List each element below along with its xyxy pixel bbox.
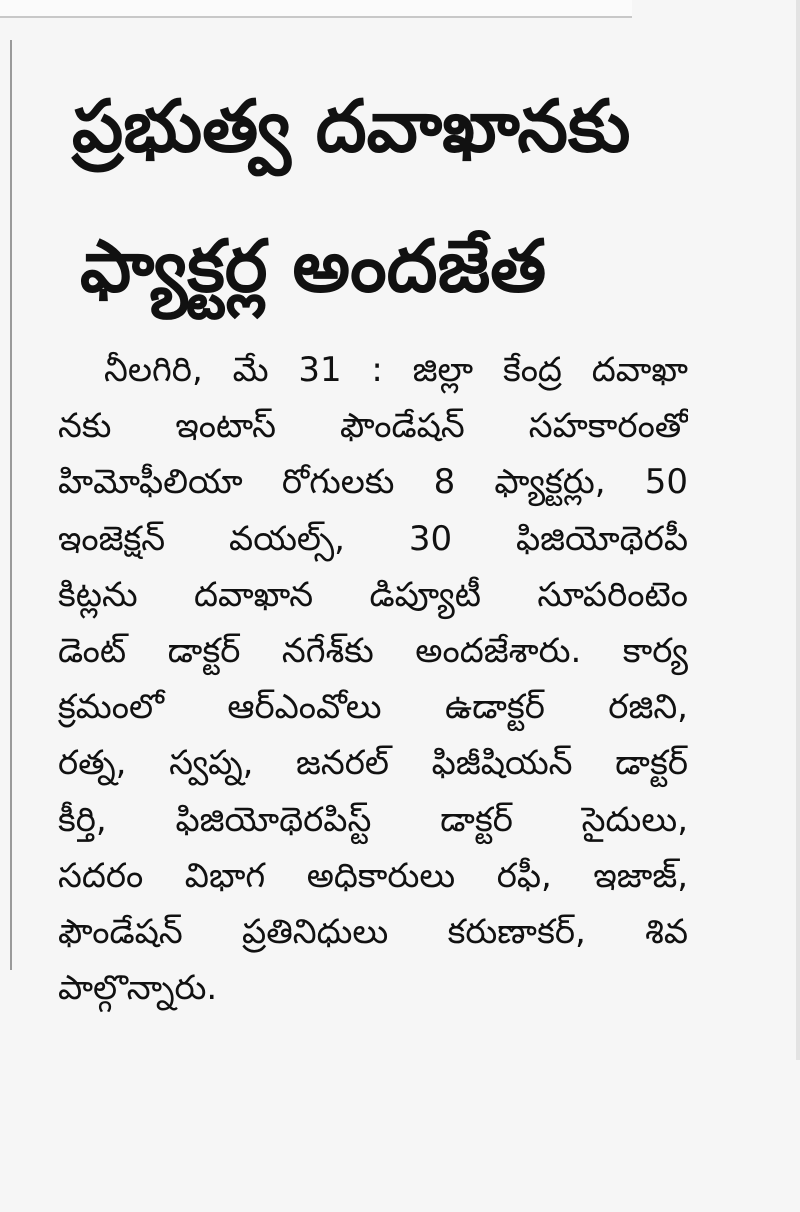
news-article bbox=[58, 56, 688, 1016]
top-column-rule bbox=[0, 16, 632, 18]
body-line-10: సదరం విభాగ అధికారులు రఫీ, ఇజాజ్, bbox=[58, 855, 688, 896]
headline bbox=[58, 56, 688, 336]
top-margin bbox=[0, 0, 632, 16]
body-line-4: ఇంజెక్షన్ వయల్స్, 30 ఫిజియోథెరపీ bbox=[58, 518, 688, 559]
body-line-12: పాల్గొన్నారు. bbox=[58, 968, 218, 1009]
article-body bbox=[58, 342, 688, 1016]
body-line-3: హిమోఫీలియా రోగులకు 8 ఫ్యాక్టర్లు, 50 bbox=[58, 462, 688, 503]
body-line-7: క్రమంలో ఆర్‌ఎంవోలు ఉడాక్టర్ రజిని, bbox=[58, 687, 688, 728]
body-line-5: కిట్లను దవాఖాన డిప్యూటీ సూపరింటెం bbox=[58, 574, 688, 615]
headline-line-1: ప్రభుత్వ దవాఖానకు bbox=[72, 84, 631, 168]
left-column-rule bbox=[10, 40, 12, 970]
body-line-8: రత్న, స్వప్న, జనరల్ ఫిజీషియన్ డాక్టర్ bbox=[58, 743, 688, 784]
body-line-9: కీర్తి, ఫిజియోథెరపిస్ట్ డాక్టర్ సైదులు, bbox=[58, 799, 688, 840]
headline-line-2: ఫ్యాక్టర్ల అందజేత bbox=[80, 224, 547, 308]
body-line-6: డెంట్ డాక్టర్ నగేశ్‌కు అందజేశారు. కార్య bbox=[58, 630, 688, 671]
right-page-edge bbox=[796, 0, 800, 1060]
body-line-11: ఫౌండేషన్ ప్రతినిధులు కరుణాకర్, శివ bbox=[58, 911, 688, 952]
body-line-1: నీలగిరి, మే 31 : జిల్లా కేంద్ర దవాఖా bbox=[104, 350, 688, 390]
body-line-2: నకు ఇంటాస్ ఫౌండేషన్ సహకారంతో bbox=[58, 406, 688, 447]
